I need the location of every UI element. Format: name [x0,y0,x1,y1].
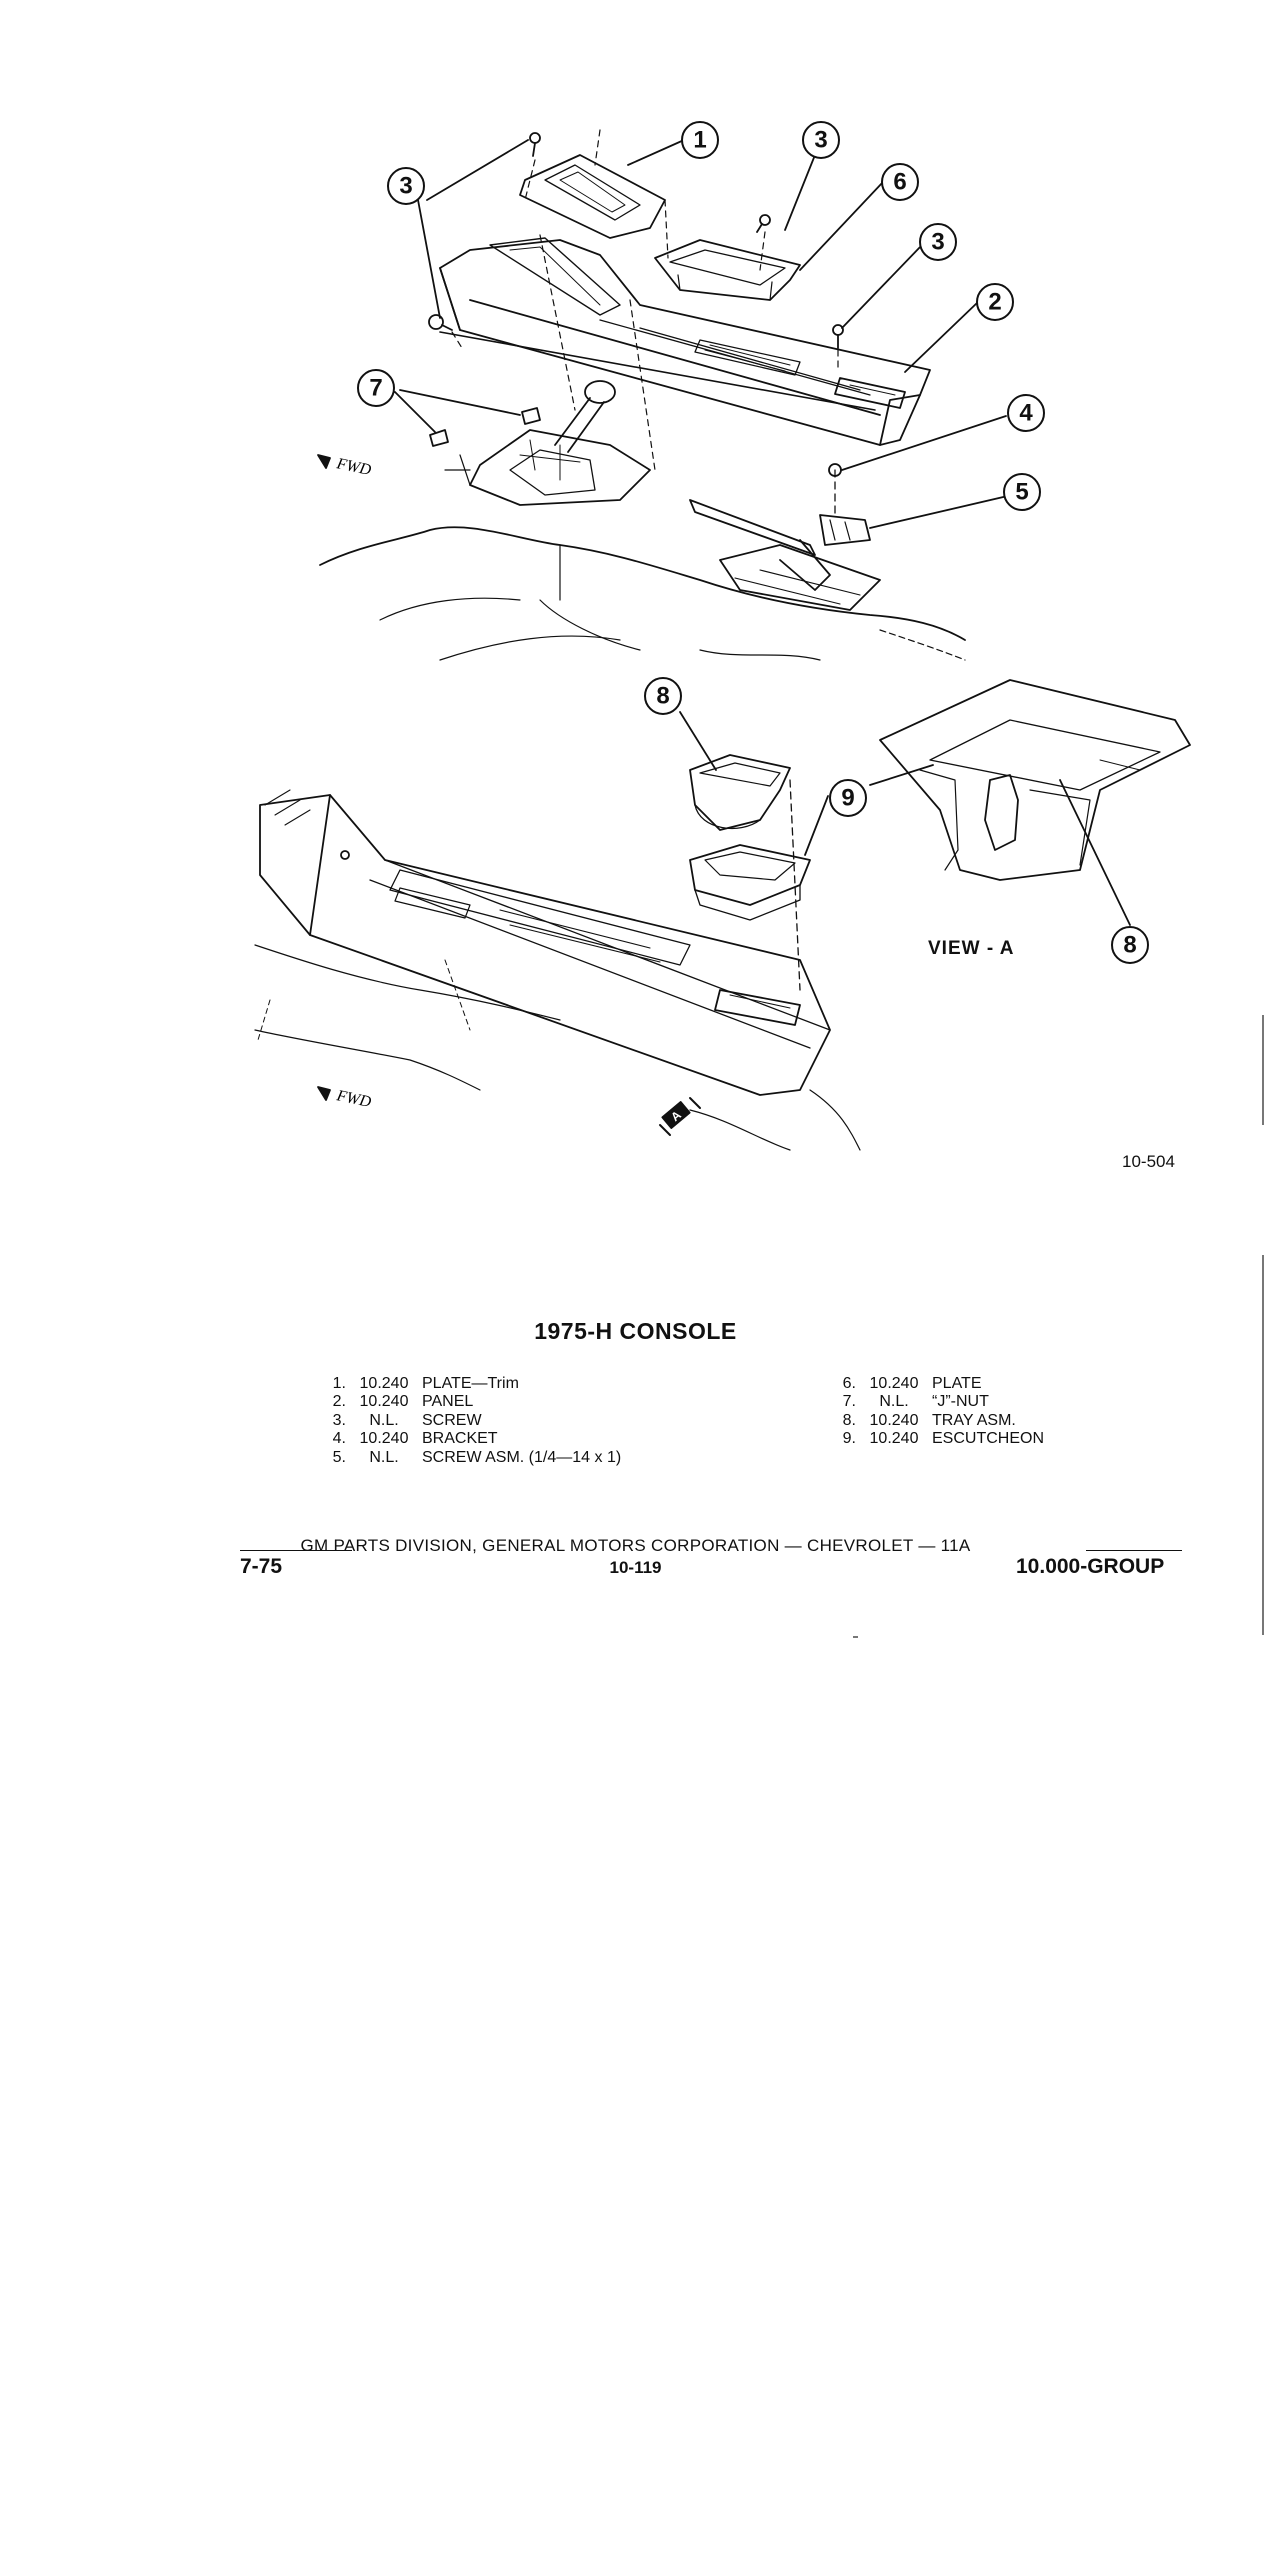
callout-9: 9 [841,784,855,812]
part-description: “J”-NUT [932,1393,989,1411]
part-description: TRAY ASM. [932,1411,1016,1429]
part-row [834,1412,1044,1430]
part-code: N.L. [369,1448,399,1466]
part-code: N.L. [879,1393,909,1411]
fwd-arrow-lower [318,1087,330,1100]
scan-edge-mark [1262,1015,1264,1125]
part-description: SCREW ASM. (1/4—14 x 1) [422,1448,622,1466]
callout-8-view: 8 [1123,931,1137,959]
part-code: N.L. [369,1411,399,1429]
callout-3-left: 3 [399,172,413,200]
view-a-detail [880,680,1190,880]
callout-3-top: 3 [814,126,828,154]
footer-publisher: GM PARTS DIVISION, GENERAL MOTORS CORPORATION — CHEVROLET — 11A [300,1536,971,1555]
part-code: 10.240 [869,1411,919,1429]
floor-carpet-lower [380,598,820,660]
part-description: PLATE—Trim [422,1375,519,1392]
part-row [834,1375,1044,1393]
callout-8-tray: 8 [656,682,670,710]
escutcheon [690,845,810,920]
view-a-marker-letter: A [668,1107,684,1125]
view-a-label: VIEW - A [928,938,1015,959]
footer-group: 10.000-GROUP [1016,1555,1165,1578]
part-description: BRACKET [422,1430,498,1448]
part-index: 4. [332,1430,346,1448]
trim-plate [520,155,665,238]
lower-console-view [260,790,830,1095]
part-code: 10.240 [359,1430,409,1448]
part-code: 10.240 [869,1375,919,1392]
part-index: 1. [332,1375,346,1392]
part-row [834,1393,1044,1411]
footer-date: 7-75 [240,1555,283,1578]
parts-list-left [324,1375,621,1467]
fwd-label-lower: FWD [335,1087,373,1112]
callout-1: 1 [693,126,707,154]
callout-4: 4 [1019,399,1033,427]
callout-7: 7 [369,374,383,402]
callout-3-right: 3 [931,228,945,256]
part-index: 5. [332,1448,346,1466]
lower-carpet-outline [255,945,860,1150]
shifter-assembly [445,381,650,505]
part-description: SCREW [422,1411,482,1429]
part-row [324,1393,621,1411]
scan-speck [853,1636,858,1638]
callout-leaders-lower [680,712,1130,925]
part-description: ESCUTCHEON [932,1430,1045,1448]
figure-number: 10-504 [1122,1152,1175,1171]
part-row [324,1375,621,1393]
callout-6: 6 [893,168,907,196]
part-description: PLATE [932,1375,982,1392]
part-row [324,1430,621,1448]
part-row [834,1430,1044,1448]
part-code: 10.240 [359,1375,409,1392]
exploded-parts-diagram [0,0,1271,1200]
floor-carpet-outline [320,527,965,640]
part-index: 9. [842,1430,856,1448]
part-index: 8. [842,1411,856,1429]
tray-plate [655,240,800,300]
page-title: 1975-H CONSOLE [534,1318,737,1344]
part-description: PANEL [422,1393,474,1411]
parts-list-right [834,1375,1044,1449]
part-row [324,1449,621,1467]
part-row [324,1412,621,1430]
fwd-label-upper: FWD [335,455,373,480]
part-index: 3. [332,1411,346,1429]
part-code: 10.240 [869,1430,919,1448]
brake-lever-bracket [690,464,880,610]
part-index: 7. [842,1393,856,1411]
alignment-lines [452,130,838,470]
footer-page-number: 10-119 [609,1558,662,1577]
callout-leaders-upper [395,140,1025,528]
callout-5: 5 [1015,478,1029,506]
part-code: 10.240 [359,1393,409,1411]
part-index: 6. [842,1375,856,1392]
fwd-arrow-upper [318,455,330,468]
part-index: 2. [332,1393,346,1411]
tray-assembly [690,755,790,830]
callout-2: 2 [988,288,1002,316]
scan-edge-mark [1262,1255,1264,1635]
